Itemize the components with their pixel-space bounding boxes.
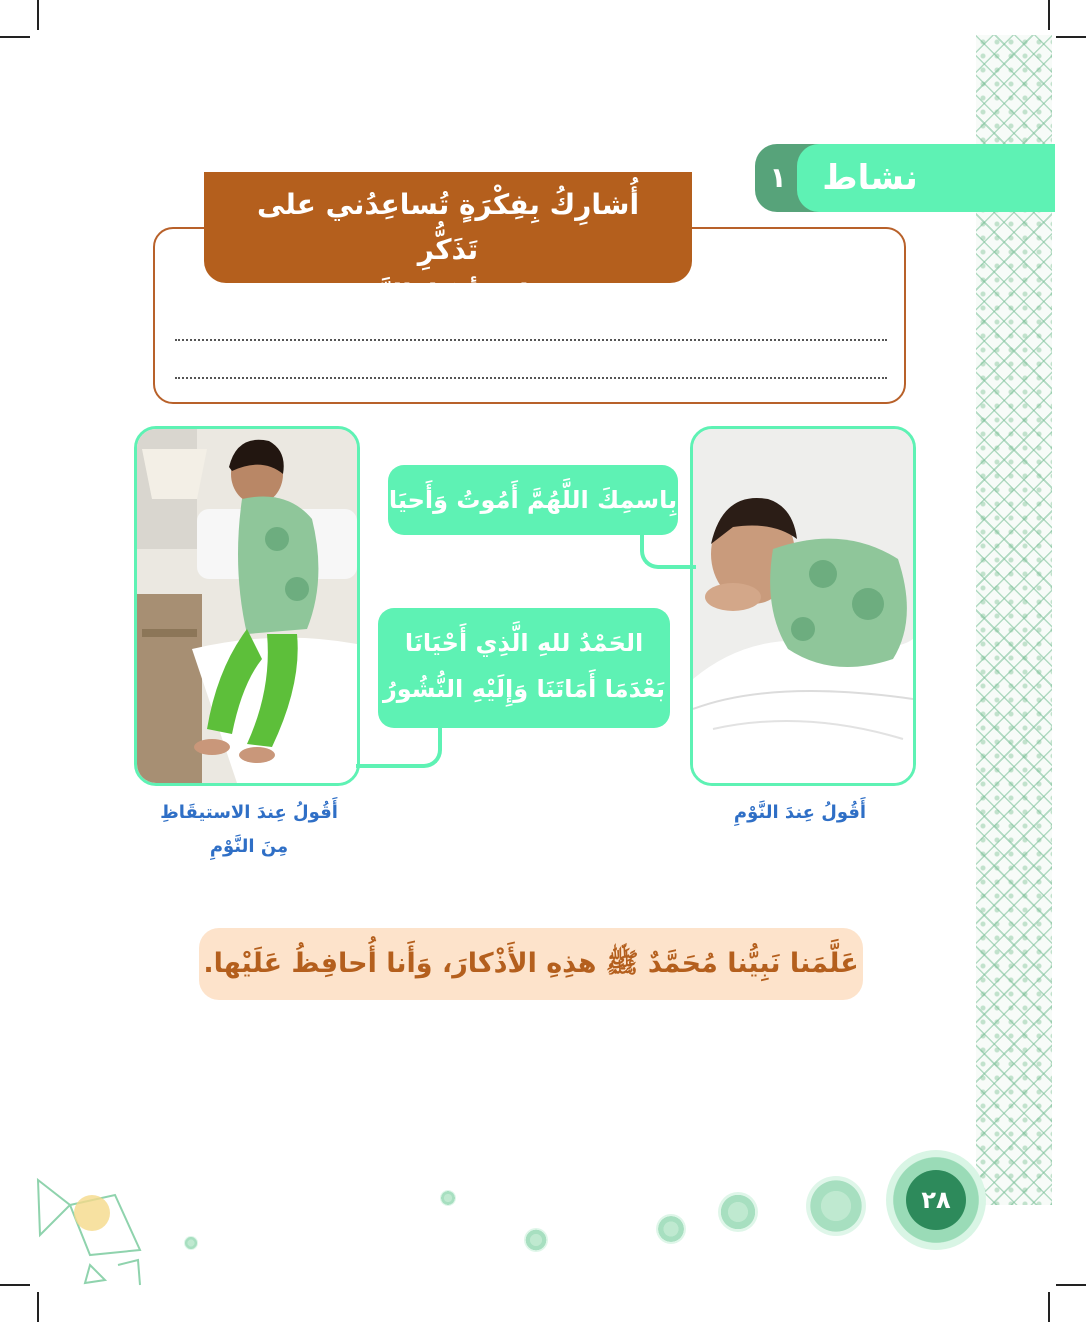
crop-mark bbox=[0, 1284, 30, 1286]
prompt-line-1: أُشارِكُ بِفِكْرَةٍ تُساعِدُني على تَذَكُّرِ bbox=[256, 188, 640, 266]
answer-line-2[interactable] bbox=[175, 377, 887, 379]
wake-dhikr-bubble bbox=[378, 608, 670, 728]
sleeping-boy-illustration bbox=[693, 429, 913, 783]
crop-mark bbox=[37, 0, 39, 30]
waking-boy-illustration bbox=[137, 429, 357, 783]
rosette-decoration bbox=[656, 1214, 686, 1244]
rosette-decoration bbox=[184, 1236, 198, 1250]
prompt-line-2: قِراءَةِ أذكارِالنَّومِ. bbox=[331, 278, 565, 311]
rosette-decoration bbox=[440, 1190, 456, 1206]
crop-mark bbox=[1048, 1292, 1050, 1322]
crop-mark bbox=[1056, 36, 1086, 38]
wake-caption-line-1: أَقُولُ عِندَ الاستيقَاظِ bbox=[160, 802, 338, 823]
crop-mark bbox=[1056, 1284, 1086, 1286]
activity-title: نشاط bbox=[822, 158, 918, 198]
rosette-decoration bbox=[524, 1228, 548, 1252]
footer-message: عَلَّمَنا نَبِيُّنا مُحَمَّدٌ ﷺ هذِهِ الأَذْكارَ، وَأَنا أُحافِظُ عَلَيْها. bbox=[199, 928, 863, 1000]
sleep-connector bbox=[640, 533, 696, 569]
sleeping-boy-photo bbox=[690, 426, 916, 786]
wake-dhikr-line-2: بَعْدَمَا أَمَاتَنَا وَإِلَيْهِ النُّشُورُ bbox=[382, 675, 666, 703]
rosette-decoration bbox=[718, 1192, 758, 1232]
crop-mark bbox=[37, 1292, 39, 1322]
wake-dhikr-line-1: الحَمْدُ للهِ الَّذِي أَحْيَانَا bbox=[404, 629, 644, 657]
wake-connector bbox=[356, 726, 442, 768]
crop-mark bbox=[0, 36, 30, 38]
wake-caption-line-2: مِنَ النَّوْمِ bbox=[209, 836, 289, 857]
activity-number: ١ bbox=[769, 161, 787, 194]
geometric-corner-decoration bbox=[30, 1175, 150, 1290]
sleep-dhikr-bubble: بِاسمِكَ اللَّهُمَّ أَمُوتُ وَأَحيَا bbox=[388, 465, 678, 535]
rosette-decoration bbox=[806, 1176, 866, 1236]
prompt-banner bbox=[204, 172, 692, 311]
waking-boy-photo bbox=[134, 426, 360, 786]
sleep-caption: أَقُولُ عِندَ النَّوْمِ bbox=[733, 802, 867, 823]
wake-caption bbox=[144, 796, 354, 864]
answer-line-1[interactable] bbox=[175, 339, 887, 341]
crop-mark bbox=[1048, 0, 1050, 30]
page-number: ٢٨ bbox=[906, 1170, 966, 1230]
